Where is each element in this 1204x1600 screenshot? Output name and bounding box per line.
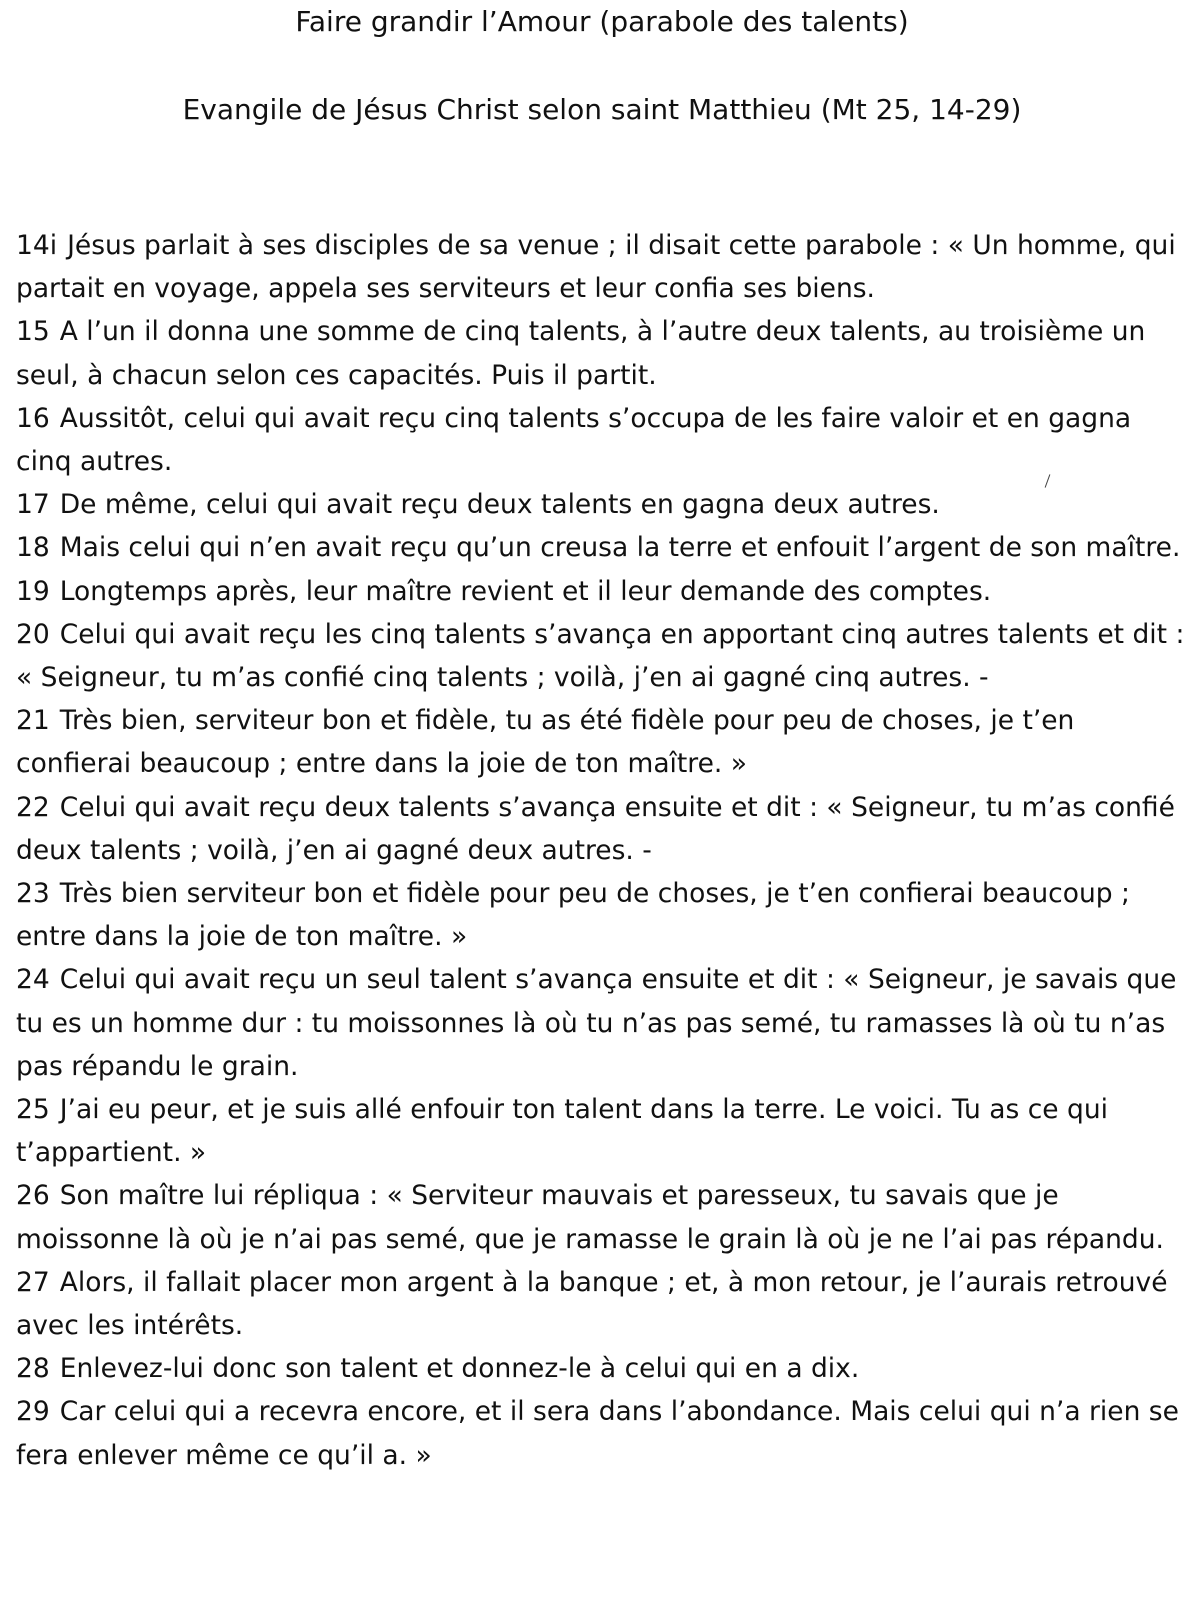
page-title: Faire grandir l’Amour (parabole des talents) [295, 5, 909, 38]
verse-number: 28 [16, 1353, 50, 1385]
verse-14 [16, 224, 1192, 310]
verse-text: J’ai eu peur, et je suis allé enfouir ton talent dans la terre. Le voici. Tu as ce qui t’appartient. » [16, 1094, 1109, 1169]
verse-24 [16, 958, 1192, 1088]
verse-number: 18 [16, 532, 50, 564]
verse-number: 25 [16, 1094, 50, 1126]
verse-number: 14i [16, 230, 58, 261]
verse-20 [16, 613, 1192, 699]
verse-number: 15 [16, 316, 50, 348]
verse-27 [16, 1261, 1192, 1347]
verse-list [16, 224, 1192, 1477]
gospel-reference: Evangile de Jésus Christ selon saint Matthieu (Mt 25, 14-29) [182, 93, 1022, 126]
verse-18 [16, 526, 1192, 569]
verse-number: 26 [16, 1180, 50, 1212]
verse-text: Celui qui avait reçu un seul talent s’avança ensuite et dit : « Seigneur, je savais que tu es un homme dur : tu moissonnes là où tu n’as pas semé, tu ramasses là où tu n’as pas répandu le grain. [16, 964, 1177, 1082]
verse-text: Très bien, serviteur bon et fidèle, tu as été fidèle pour peu de choses, je t’en confierai beaucoup ; entre dans la joie de ton maître. » [16, 705, 1075, 780]
verse-number: 22 [16, 791, 50, 823]
verse-16 [16, 397, 1192, 483]
verse-number: 19 [16, 575, 50, 607]
verse-number: 24 [16, 964, 50, 996]
verse-number: 21 [16, 705, 50, 737]
verse-23 [16, 872, 1192, 958]
verse-text: De même, celui qui avait reçu deux talents en gagna deux autres. [59, 489, 940, 521]
verse-text: Enlevez-lui donc son talent et donnez-le à celui qui en a dix. [59, 1353, 860, 1385]
verse-text: Jésus parlait à ses disciples de sa venue ; il disait cette parabole : « Un homme, qui partait en voyage, appela ses serviteurs et leur confia ses biens. [16, 230, 1176, 305]
verse-text: Son maître lui répliqua : « Serviteur mauvais et paresseux, tu savais que je moissonne là où je n’ai pas semé, que je ramasse le grain là où je ne l’ai pas répandu. [16, 1180, 1164, 1255]
verse-number: 16 [16, 402, 50, 434]
verse-22 [16, 786, 1192, 872]
verse-19 [16, 570, 1192, 613]
verse-text: Longtemps après, leur maître revient et il leur demande des comptes. [59, 575, 992, 607]
verse-21 [16, 699, 1192, 785]
verse-text: Celui qui avait reçu deux talents s’avança ensuite et dit : « Seigneur, tu m’as confié deux talents ; voilà, j’en ai gagné deux autres. - [16, 791, 1175, 866]
verse-15 [16, 310, 1192, 396]
verse-number: 29 [16, 1396, 50, 1428]
verse-28 [16, 1347, 1192, 1390]
verse-text: Aussitôt, celui qui avait reçu cinq talents s’occupa de les faire valoir et en gagna cinq autres. [16, 402, 1132, 478]
verse-text: Car celui qui a recevra encore, et il sera dans l’abondance. Mais celui qui n’a rien se fera enlever même ce qu’il a. » [16, 1396, 1179, 1471]
verse-text: Mais celui qui n’en avait reçu qu’un creusa la terre et enfouit l’argent de son maître. [59, 532, 1181, 564]
verse-text: Celui qui avait reçu les cinq talents s’avança en apportant cinq autres talents et dit : « Seigneur, tu m’as confié cinq talents ; voilà, j’en ai gagné cinq autres. - [16, 618, 1185, 694]
verse-number: 20 [16, 618, 50, 650]
verse-29 [16, 1390, 1192, 1476]
verse-number: 17 [16, 489, 50, 521]
verse-number: 23 [16, 878, 50, 910]
verse-text: Très bien serviteur bon et fidèle pour peu de choses, je t’en confierai beaucoup ; entre dans la joie de ton maître. » [16, 878, 1130, 953]
verse-text: Alors, il fallait placer mon argent à la banque ; et, à mon retour, je l’aurais retrouvé avec les intérêts. [16, 1266, 1168, 1342]
verse-number: 27 [16, 1266, 50, 1298]
verse-25 [16, 1088, 1192, 1174]
verse-26 [16, 1174, 1192, 1260]
verse-text: A l’un il donna une somme de cinq talents, à l’autre deux talents, au troisième un seul, à chacun selon ces capacités. Puis il partit. [16, 316, 1146, 391]
verse-17 [16, 483, 1192, 526]
